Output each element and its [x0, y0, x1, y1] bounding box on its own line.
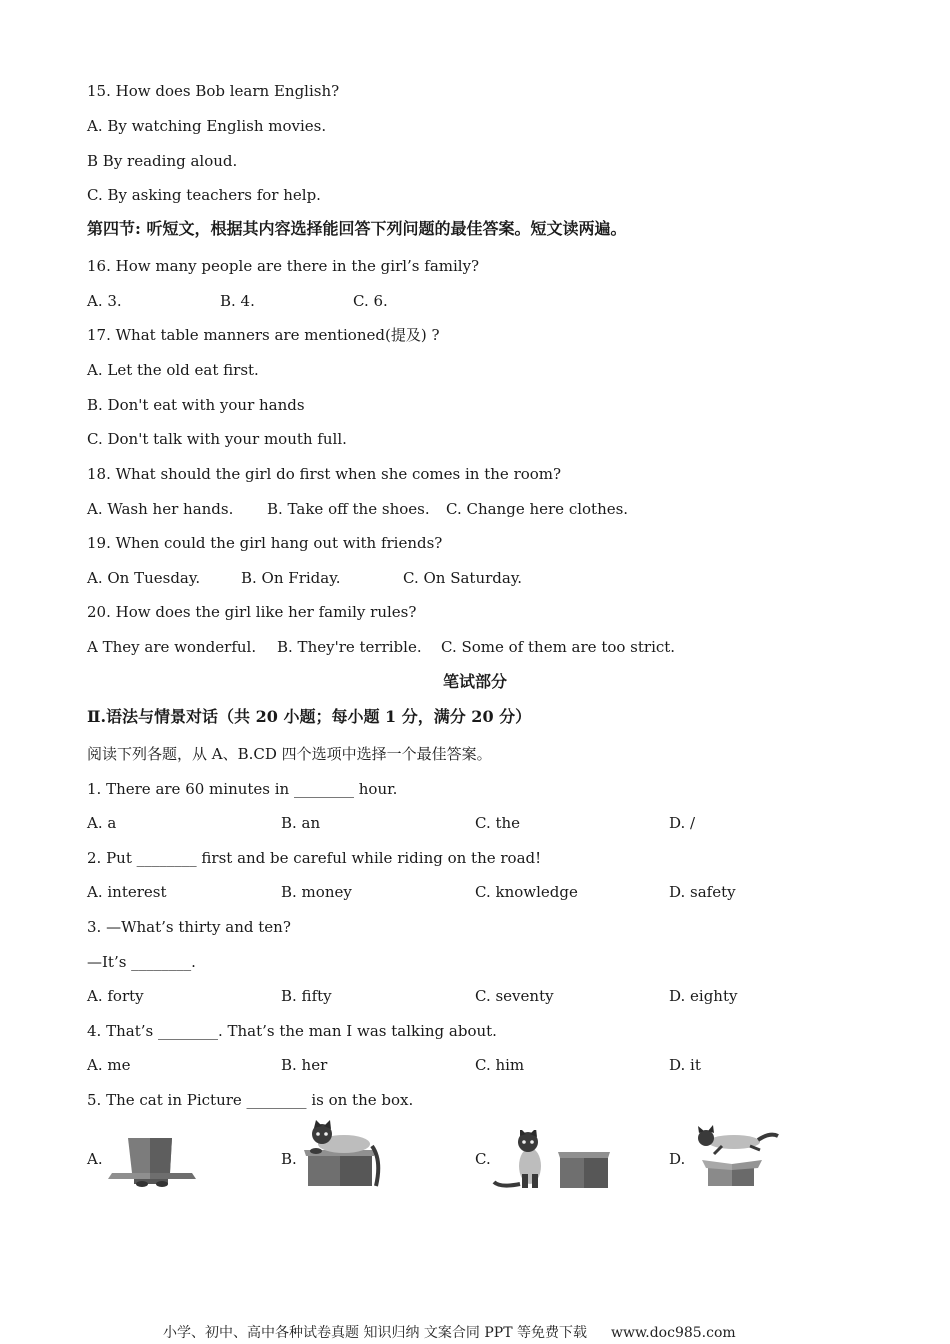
w-q2-option-b: B. money [281, 883, 352, 901]
w-q5-option-a: A. [87, 1150, 103, 1168]
q19-option-b: B. On Friday. [241, 569, 341, 587]
q18-option-a: A. Wash her hands. [87, 500, 234, 518]
w-q5-stem: 5. The cat in Picture ________ is on the box. [87, 1091, 414, 1109]
w-q4-option-b: B. her [281, 1056, 328, 1074]
q18-option-b: B. Take off the shoes. [267, 500, 430, 518]
q20-option-b: B. They're terrible. [277, 638, 422, 656]
footer-text: 小学、初中、高中各种试卷真题 知识归纳 文案合同 PPT 等免费下载 [163, 1325, 587, 1341]
w-q5-option-b: B. [281, 1150, 297, 1168]
w-q3-option-a: A. forty [87, 987, 144, 1005]
q20-option-c: C. Some of them are too strict. [441, 638, 676, 656]
w-q2-option-d: D. safety [669, 883, 736, 901]
w-q3-stem-answer: —It’s ________. [87, 953, 196, 971]
q15-option-a: A. By watching English movies. [87, 117, 327, 135]
w-q3-option-b: B. fifty [281, 987, 332, 1005]
w-q1-option-c: C. the [475, 814, 521, 832]
w-q3-option-d: D. eighty [669, 987, 738, 1005]
q19-option-c: C. On Saturday. [403, 569, 523, 587]
section2-heading: Ⅱ.语法与情景对话（共 20 小题；每小题 1 分，满分 20 分） [87, 707, 532, 726]
w-q4-option-a: A. me [87, 1056, 131, 1074]
q16-option-b: B. 4. [220, 292, 255, 310]
q17-option-c: C. Don't talk with your mouth full. [87, 430, 347, 448]
q17-stem: 17. What table manners are mentioned(提及) ? [87, 326, 440, 344]
q20-option-a: A They are wonderful. [87, 638, 257, 656]
picture-a-cat-under-box [106, 1135, 198, 1189]
instruction: 阅读下列各题，从 A、B.CD 四个选项中选择一个最佳答案。 [87, 745, 492, 763]
section4-heading: 第四节: 听短文，根据其内容选择能回答下列问题的最佳答案。短文读两遍。 [87, 219, 627, 238]
picture-d-cat-jumping-over-box [688, 1124, 784, 1190]
w-q5-option-c: C. [475, 1150, 491, 1168]
q15-option-b: B By reading aloud. [87, 152, 238, 170]
q15-stem: 15. How does Bob learn English? [87, 82, 340, 100]
q18-stem: 18. What should the girl do first when she comes in the room? [87, 465, 562, 483]
q16-option-a: A. 3. [87, 292, 122, 310]
w-q1-option-b: B. an [281, 814, 321, 832]
w-q3-stem: 3. —What’s thirty and ten? [87, 918, 291, 936]
q18-option-c: C. Change here clothes. [446, 500, 629, 518]
w-q1-stem: 1. There are 60 minutes in ________ hour. [87, 780, 398, 798]
q17-option-a: A. Let the old eat first. [87, 361, 259, 379]
footer-url[interactable]: www.doc985.com [610, 1325, 736, 1341]
w-q4-option-c: C. him [475, 1056, 525, 1074]
written-part-title: 笔试部分 [442, 672, 507, 691]
w-q4-option-d: D. it [669, 1056, 701, 1074]
footer [163, 1324, 736, 1342]
w-q3-option-c: C. seventy [475, 987, 554, 1005]
w-q2-option-c: C. knowledge [475, 883, 578, 901]
w-q1-option-a: A. a [87, 814, 117, 832]
w-q1-option-d: D. / [669, 814, 696, 832]
w-q4-stem: 4. That’s ________. That’s the man I was talking about. [87, 1022, 497, 1040]
q19-option-a: A. On Tuesday. [87, 569, 201, 587]
q15-option-c: C. By asking teachers for help. [87, 186, 321, 204]
q17-option-b: B. Don't eat with your hands [87, 396, 305, 414]
w-q2-stem: 2. Put ________ first and be careful while riding on the road! [87, 849, 542, 867]
q19-stem: 19. When could the girl hang out with friends? [87, 534, 443, 552]
picture-b-cat-on-box [300, 1120, 386, 1190]
q20-stem: 20. How does the girl like her family rules? [87, 603, 417, 621]
q16-option-c: C. 6. [353, 292, 388, 310]
w-q2-option-a: A. interest [87, 883, 167, 901]
picture-c-cat-beside-box [492, 1130, 612, 1190]
w-q5-option-d: D. [669, 1150, 686, 1168]
q16-stem: 16. How many people are there in the girl’s family? [87, 257, 480, 275]
